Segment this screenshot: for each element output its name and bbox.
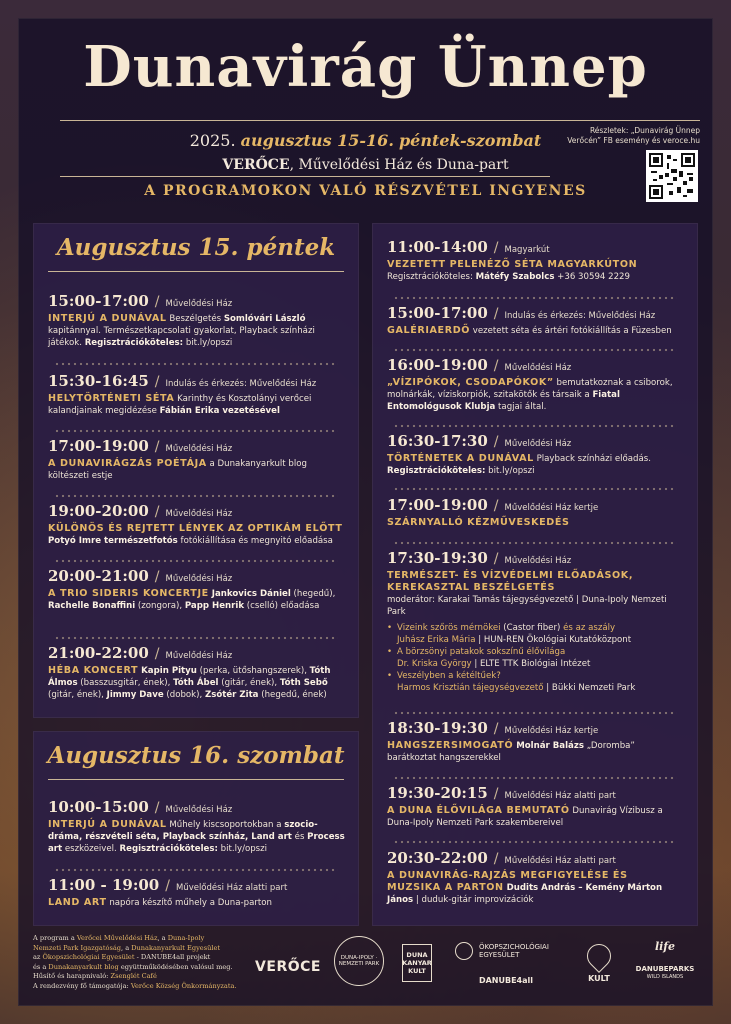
event-text: (perka, ütőshangszerek), (196, 666, 310, 676)
divider (54, 868, 338, 872)
slash-divider: / (493, 240, 499, 256)
divider (393, 296, 677, 300)
divider (393, 424, 677, 428)
event-place: Művelődési Ház (165, 574, 233, 584)
event-time: 16:00-19:00 (387, 356, 488, 374)
divider (54, 494, 338, 498)
event-text: Beszélgetés (166, 314, 224, 324)
event-title: LAND ART (48, 897, 107, 908)
event-person: Mátéfy Szabolcs (475, 272, 555, 282)
event-highlight: szocio-dráma, részvételi séta, Playback színház, Land art (48, 820, 318, 842)
day2-heading: Augusztus 16. szombat (47, 742, 345, 769)
logo-text: WILD ISLANDS (646, 974, 684, 980)
event-text: vezetett séta és ártéri fotókiállítás a Füzesben (470, 326, 672, 336)
event-title: A TRIO SIDERIS KONCERTJE (48, 588, 209, 599)
okopszichologiai-logo (455, 941, 570, 961)
right-event-7 (387, 719, 685, 764)
event-text: napóra készítő műhely a Duna-parton (106, 898, 272, 908)
event-person: Tóth Ábel (173, 678, 219, 688)
event-title: TÖRTÉNETEK A DUNÁVAL (387, 453, 534, 464)
event-registration: Regisztrációköteles: (387, 466, 486, 476)
event-text: Karinthy és Kosztolányi verőcei kalandjainak megidézése (48, 394, 312, 416)
logo-text: KANYAR (402, 959, 432, 967)
event-time: 20:00-21:00 (48, 567, 149, 585)
logo-text: DUNA (406, 951, 428, 959)
bullet-icon: • (387, 647, 393, 657)
talk-item (387, 622, 685, 646)
event-text: (zongora), (135, 601, 185, 611)
logo-text: DANUBEPARKS (635, 965, 695, 973)
slash-divider: / (493, 851, 499, 867)
poster-title: Dunavirág Ünnep (83, 34, 648, 100)
slash-divider: / (154, 569, 160, 585)
event-place: Indulás és érkezés: Művelődési Ház (165, 379, 317, 389)
event-title: TERMÉSZET- ÉS VÍZVÉDELMI ELŐADÁSOK, KEREKASZTAL BESZÉLGETÉS (387, 570, 634, 593)
event-text: kapitánnyal. Természetkapcsolati gyakorlat, Playback színházi játékok. (48, 326, 315, 348)
divider (54, 636, 338, 640)
event-text: eszközeivel. (62, 844, 120, 854)
event-text: (hegedű), (290, 589, 336, 599)
footer-org: Ökopszichológiai Egyesület (42, 953, 135, 962)
divider (54, 559, 338, 563)
event-link: bit.ly/opszi (217, 844, 268, 854)
divider (54, 429, 338, 433)
day2-event-1 (48, 798, 346, 855)
talk-affiliation: | HUN-REN Ökológiai Kutatóközpont (475, 635, 632, 645)
logo-text: KULT (408, 967, 426, 975)
right-panel (372, 223, 698, 926)
day1-event-3 (48, 437, 346, 482)
event-place: Indulás és érkezés: Művelődési Ház (504, 311, 656, 321)
event-place: Művelődési Ház (504, 439, 572, 449)
event-time: 11:00 - 19:00 (48, 876, 160, 894)
event-title: „VÍZIPÓKOK, CSODAPÓKOK” (387, 377, 554, 388)
event-person: Potyó Imre természetfotós (48, 536, 178, 546)
dunakanyarkult-logo (402, 944, 432, 982)
event-place: Művelődési Ház (165, 299, 233, 309)
event-person: Dudits András – Kemény Márton János (387, 883, 663, 905)
day1-event-6 (48, 644, 346, 701)
event-text: Műhely kiscsoportokban a (166, 820, 285, 830)
event-place: Művelődési Ház alatti part (175, 883, 288, 893)
event-place: Művelődési Ház kertje (504, 726, 599, 736)
event-person: Tóth Sebő (279, 678, 328, 688)
talk-list (387, 622, 685, 694)
qr-code-icon (649, 153, 695, 199)
drop-icon (582, 939, 616, 973)
event-text: (dobok), (163, 690, 205, 700)
divider (54, 362, 338, 366)
event-phone: +36 30594 2229 (554, 272, 630, 282)
divider (393, 711, 677, 715)
event-text: (cselló) előadása (244, 601, 320, 611)
divider (393, 840, 677, 844)
day1-event-5 (48, 567, 346, 612)
talk-title: Vizeink szőrös mérnökei (397, 623, 501, 633)
event-time: 17:30-19:30 (387, 549, 488, 567)
event-person: Fábián Erika vezetésével (159, 406, 280, 416)
day1-event-4 (48, 502, 346, 547)
event-link: bit.ly/opszi (183, 338, 233, 348)
right-event-5 (387, 496, 685, 529)
event-person: Jimmy Dave (106, 690, 164, 700)
day1-heading: Augusztus 15. péntek (56, 234, 336, 261)
event-text: | duduk-gitár improvizációk (413, 895, 534, 905)
qr-code[interactable] (646, 150, 698, 202)
venue-rest: , Művelődési Ház és Duna-part (289, 157, 509, 173)
event-title: INTERJÚ A DUNÁVAL (48, 819, 167, 830)
event-time: 15:30-16:45 (48, 372, 149, 390)
event-person: Somlóvári László (223, 314, 306, 324)
footer-org: Verőcei Művelődési Ház (76, 934, 158, 942)
event-title: HANGSZERSIMOGATÓ (387, 740, 514, 751)
day2-event-2 (48, 876, 346, 909)
day2-panel (33, 731, 359, 926)
footer-org: Dunakanyarkult blog (48, 962, 119, 971)
slash-divider: / (493, 434, 499, 450)
logo-text: KULT (588, 973, 610, 983)
event-title: VEZETETT PELENÉZŐ SÉTA MAGYARKÚTON (387, 259, 638, 270)
event-person: Papp Henrik (184, 601, 245, 611)
divider (393, 776, 677, 780)
venue-rule (60, 176, 550, 177)
danubeparks-logo (632, 934, 698, 990)
event-person: Rachelle Bonaffini (48, 601, 136, 611)
event-text: (gitár, ének), (218, 678, 280, 688)
event-text: a Dunakanyarkult blog költészeti estje (48, 459, 307, 481)
event-time: 18:30-19:30 (387, 719, 488, 737)
footer-org: Duna-Ipoly (167, 934, 205, 942)
slash-divider: / (165, 878, 170, 894)
title-rule (60, 120, 700, 121)
event-text: (hegedű, ének) (258, 690, 327, 700)
divider (393, 487, 677, 491)
event-place: Művelődési Ház (504, 556, 572, 566)
footer-text: A rendezvény fő támogatója: (33, 981, 131, 990)
right-event-9 (387, 849, 685, 906)
talk-affiliation: | Bükki Nemzeti Park (543, 683, 636, 693)
event-time: 20:30-22:00 (387, 849, 488, 867)
event-title: A DUNA ÉLŐVILÁGA BEMUTATÓ (387, 805, 570, 816)
divider (393, 348, 677, 352)
event-time: 21:00-22:00 (48, 644, 149, 662)
event-place: Művelődési Ház (165, 509, 233, 519)
date-weekdays: péntek-szombat (398, 131, 542, 150)
footer-text: , a (121, 943, 132, 952)
event-place: Művelődési Ház (504, 363, 572, 373)
talk-title: A börzsönyi patakok sokszínű élővilága (397, 647, 566, 657)
kult-logo (580, 938, 618, 988)
talk-affiliation: | ELTE TTK Biológiai Intézet (471, 659, 591, 669)
bullet-icon: • (387, 671, 393, 681)
right-event-8 (387, 784, 685, 829)
date-days: augusztus 15-16. (240, 131, 394, 150)
footer-text: A program a (33, 934, 77, 942)
event-person: Jankovics Dániel (208, 589, 291, 599)
footer-text: , a (157, 934, 168, 942)
ring-icon (455, 942, 473, 960)
event-place: Művelődési Ház alatti part (504, 791, 616, 801)
slash-divider: / (154, 800, 160, 816)
event-person: Kapin Pityu (138, 666, 197, 676)
right-event-6 (387, 549, 685, 694)
day2-rule (48, 779, 344, 780)
talk-item (387, 646, 685, 670)
footer-text: az (33, 953, 43, 962)
event-title: A DUNAVIRÁG-RAJZÁS MEGFIGYELÉSE ÉS MUZSIKA A PARTON (387, 870, 628, 893)
event-time: 11:00-14:00 (387, 238, 488, 256)
event-time: 15:00-17:00 (387, 304, 488, 322)
event-place: Művelődési Ház (165, 805, 233, 815)
event-person: Tóth Álmos (48, 666, 331, 688)
event-link: bit.ly/opszi (485, 466, 535, 476)
footer-credits (33, 934, 253, 992)
footer-text: - DANUBE4all projekt (134, 953, 211, 962)
danube4all-logo: DANUBE4all (478, 975, 534, 985)
event-place: Magyarkút (504, 245, 550, 255)
event-time: 10:00-15:00 (48, 798, 149, 816)
event-title: SZÁRNYALLÓ KÉZMŰVESKEDÉS (387, 517, 570, 528)
right-event-4 (387, 432, 685, 477)
event-title: HELYTÖRTÉNETI SÉTA (48, 393, 175, 404)
event-text: (gitár, ének), (48, 690, 107, 700)
national-park-logo (334, 936, 384, 986)
event-person: Molnár Balázs (513, 741, 584, 751)
divider (393, 541, 677, 545)
footer-org: Nemzeti Park Igazgatóság (33, 943, 122, 952)
details-note (560, 126, 700, 146)
day1-event-2 (48, 372, 346, 417)
life-logo-text: life (654, 940, 676, 953)
event-organization: Fiatal Entomológusok Klubja (387, 390, 620, 412)
event-text: Playback színházi előadás. (533, 454, 651, 464)
talk-title: Veszélyben a kétéltűek? (397, 671, 501, 681)
event-moderator: moderátor: Karakai Tamás tájegységvezető | Duna-Ipoly Nemzeti Park (387, 595, 667, 617)
event-time: 17:00-19:00 (387, 496, 488, 514)
event-title: HÉBA KONCERT (48, 665, 139, 676)
event-text: Dunavirág Vízibusz a Duna-Ipoly Nemzeti Park szakembereivel (387, 806, 663, 828)
event-place: Művelődési Ház (165, 651, 233, 661)
event-title: GALÉRIAERDŐ (387, 325, 471, 336)
talk-speaker: Juhász Erika Mária (397, 635, 476, 645)
veroce-logo: VERŐCE (255, 959, 321, 975)
event-text: tagjai által. (495, 402, 547, 412)
event-time: 19:00-20:00 (48, 502, 149, 520)
event-time: 19:30-20:15 (387, 784, 488, 802)
day1-event-1 (48, 292, 346, 349)
right-event-3 (387, 356, 685, 413)
slash-divider: / (493, 306, 499, 322)
right-event-2 (387, 304, 685, 337)
event-text: Regisztrációköteles: (387, 272, 476, 282)
talk-speaker: Harmos Krisztián tájegységvezető (397, 683, 544, 693)
event-text: fotókiállítása és megnyitó előadása (177, 536, 333, 546)
footer-org: Dunakanyarkult Egyesület (131, 943, 220, 952)
talk-speaker: Dr. Kriska György (397, 659, 472, 669)
footer-text: és a (33, 962, 49, 971)
event-time: 15:00-17:00 (48, 292, 149, 310)
event-registration: Regisztrációköteles: (84, 338, 184, 348)
slash-divider: / (493, 786, 499, 802)
slash-divider: / (154, 646, 160, 662)
event-registration: Regisztrációköteles: (119, 844, 218, 854)
event-person: Zsótér Zita (204, 690, 259, 700)
slash-divider: / (154, 439, 160, 455)
slash-divider: / (154, 294, 160, 310)
event-place: Művelődési Ház (165, 444, 233, 454)
talk-item (387, 670, 685, 694)
slash-divider: / (493, 551, 499, 567)
event-text: (basszusgitár, ének), (77, 678, 174, 688)
date-year: 2025. (189, 131, 236, 150)
logo-text: ÖKOPSZICHOLÓGIAI (479, 943, 549, 951)
day1-rule (48, 271, 344, 272)
event-text: bemutatkoznak a csiborok, molnárkák, víziskorpiók, szitakötők és társaik a (387, 378, 673, 400)
day1-panel (33, 223, 359, 718)
event-place: Művelődési Ház kertje (504, 503, 599, 513)
event-place: Művelődési Ház alatti part (504, 856, 616, 866)
free-notice: A PROGRAMOKON VALÓ RÉSZVÉTEL INGYENES (144, 183, 587, 199)
event-text: „Doromba” barátkoztat hangszerekkel (387, 741, 635, 763)
event-title: INTERJÚ A DUNÁVAL (48, 313, 167, 324)
details-line-1: Részletek: „Dunavirág Ünnep (589, 126, 700, 135)
event-time: 17:00-19:00 (48, 437, 149, 455)
talk-text: (Castor fiber) (500, 623, 564, 633)
slash-divider: / (493, 721, 499, 737)
slash-divider: / (154, 374, 160, 390)
footer-org: Zsenglét Café (110, 972, 157, 981)
event-highlight: Process art (48, 832, 345, 854)
bullet-icon: • (387, 623, 393, 633)
slash-divider: / (493, 358, 499, 374)
national-park-logo-text: DUNA-IPOLY · NEMZETI PARK (338, 955, 380, 967)
slash-divider: / (493, 498, 499, 514)
talk-title: és az aszály (563, 623, 616, 633)
venue-line (0, 157, 731, 173)
event-title: KÜLÖNÖS ÉS REJTETT LÉNYEK AZ OPTIKÁM ELŐTT (48, 523, 343, 534)
footer-text: Hűsítő és harapnivaló: (33, 972, 111, 981)
event-time: 16:30-17:30 (387, 432, 488, 450)
event-text: és (291, 832, 308, 842)
right-event-1 (387, 238, 685, 283)
footer-text: együttműködésében valósul meg. (118, 962, 233, 971)
footer-org: Verőce Község Önkormányzata. (130, 981, 237, 990)
slash-divider: / (154, 504, 160, 520)
details-line-2: Verőcén” FB esemény és veroce.hu (567, 136, 700, 145)
logo-text: EGYESÜLET (479, 951, 520, 959)
event-title: A DUNAVIRÁGZÁS POÉTÁJA (48, 458, 207, 469)
venue-town: VERŐCE (222, 157, 290, 173)
